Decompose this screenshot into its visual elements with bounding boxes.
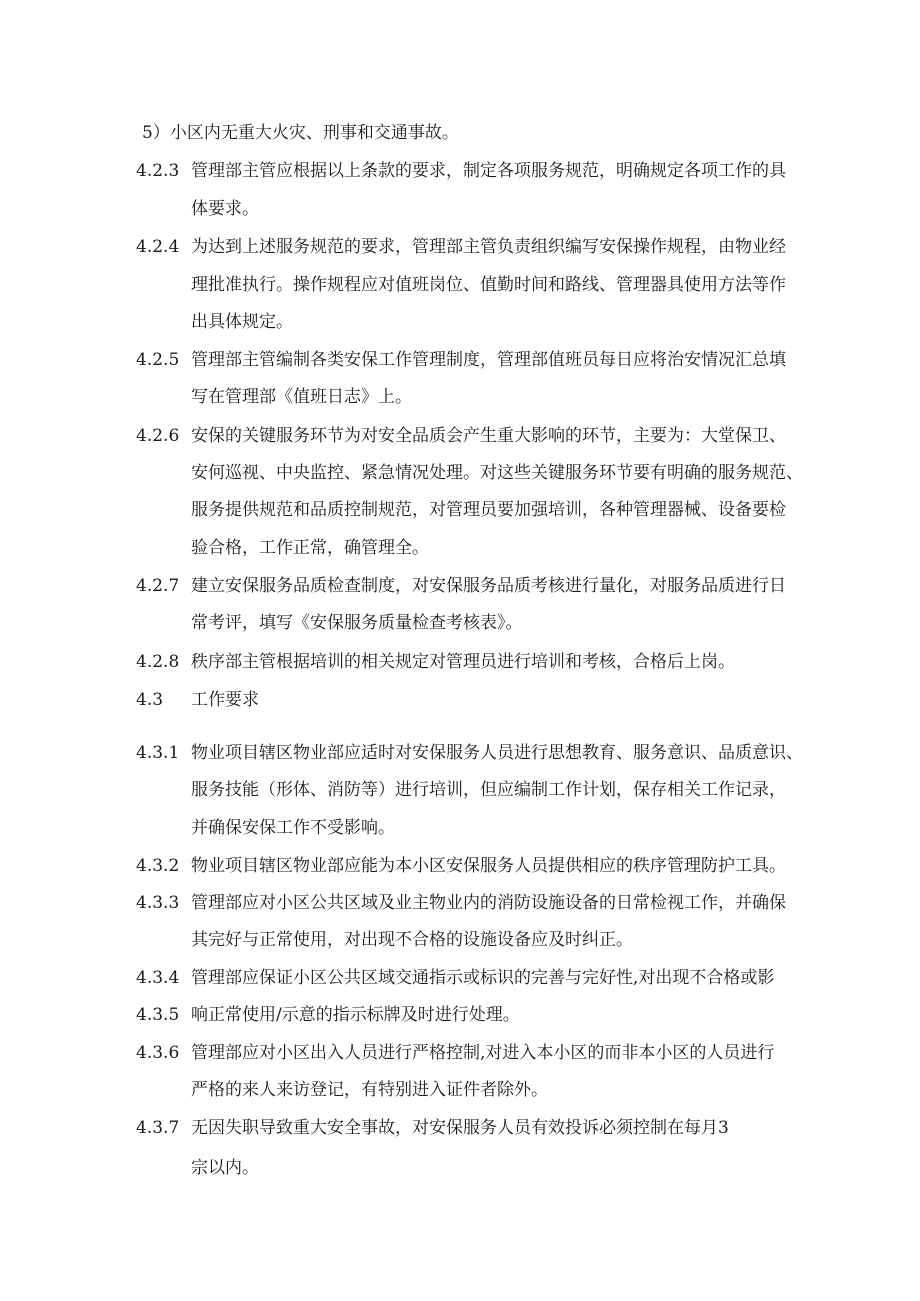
clause-text-line: 理批准执行。操作规程应对值班岗位、值勤时间和路线、管理器具使用方法等作 [191,275,786,295]
clause-text-line: 响正常使用/示意的指示标牌及时进行处理。 [191,1005,520,1025]
clause-text-line: 安何巡视、中央监控、紧急情况处理。对这些关键服务环节要有明确的服务规范、 [191,463,803,483]
clause-number: 4.3.3 [136,893,180,913]
clause-number: 4.3.7 [136,1118,180,1138]
clause-number: 4.2.6 [136,426,180,446]
clause-text-line: 管理部应保证小区公共区域交通指示或标识的完善与完好性,对出现不合格或影 [191,968,775,988]
clause-text-line: 管理部应对小区公共区域及业主物业内的消防设施设备的日常检视工作，并确保 [191,893,786,913]
clause-text-line: 无因失职导致重大安全事故，对安保服务人员有效投诉必须控制在每月3 [191,1118,729,1138]
clause-text-line: 体要求。 [191,199,259,219]
clause-number: 4.3.2 [136,856,180,876]
clause-text-line: 管理部应对小区出入人员进行严格控制,对进入本小区的而非本小区的人员进行 [191,1043,775,1063]
clause-number: 4.3.4 [136,968,180,988]
clause-text-line: 为达到上述服务规范的要求，管理部主管负责组织编写安保操作规程，由物业经 [191,237,786,257]
clause-text-line: 验合格，工作正常，确管理全。 [191,538,429,558]
clause-text-line: 宗以内。 [191,1158,259,1178]
clause-number: 4.3.1 [136,743,180,763]
clause-number: 4.2.5 [136,350,180,370]
clause-text-line: 服务提供规范和品质控制规范，对管理员要加强培训，各种管理器械、设备要检 [191,500,786,520]
clause-text-line: 物业项目辖区物业部应能为本小区安保服务人员提供相应的秩序管理防护工具。 [191,856,786,876]
clause-text-line: 管理部主管编制各类安保工作管理制度，管理部值班员每日应将治安情况汇总填 [191,350,786,370]
clause-text-line: 建立安保服务品质检查制度，对安保服务品质考核进行量化，对服务品质进行日 [191,576,786,596]
clause-text-line: 并确保安保工作不受影响。 [191,818,395,838]
clause-text-line: 秩序部主管根据培训的相关规定对管理员进行培训和考核，合格后上岗。 [191,652,735,672]
section-heading: 工作要求 [191,690,259,710]
clause-text-line: 写在管理部《值班日志》上。 [191,387,412,407]
clause-number: 4.2.3 [136,161,180,181]
clause-number: 4.2.7 [136,576,180,596]
clause-number: 4.3.5 [136,1005,180,1025]
clause-text-line: 常考评，填写《安保服务质量检查考核表》。 [191,613,523,633]
intro-line: 5）小区内无重大火灾、刑事和交通事故。 [142,123,459,143]
clause-text-line: 物业项目辖区物业部应适时对安保服务人员进行思想教育、服务意识、品质意识、 [191,743,803,763]
section-number: 4.3 [136,690,164,710]
clause-text-line: 其完好与正常使用，对出现不合格的设施设备应及时纠正。 [191,930,633,950]
clause-text-line: 服务技能（形体、消防等）进行培训，但应编制工作计划，保存相关工作记录， [191,780,786,800]
clause-text-line: 出具体规定。 [191,312,293,332]
clause-number: 4.2.8 [136,652,180,672]
clause-text-line: 管理部主管应根据以上条款的要求，制定各项服务规范，明确规定各项工作的具 [191,161,786,181]
clause-text-line: 严格的来人来访登记，有特别进入证件者除外。 [191,1080,548,1100]
clause-text-line: 安保的关键服务环节为对安全品质会产生重大影响的环节，主要为：大堂保卫、 [191,426,786,446]
clause-number: 4.3.6 [136,1043,180,1063]
clause-number: 4.2.4 [136,237,180,257]
